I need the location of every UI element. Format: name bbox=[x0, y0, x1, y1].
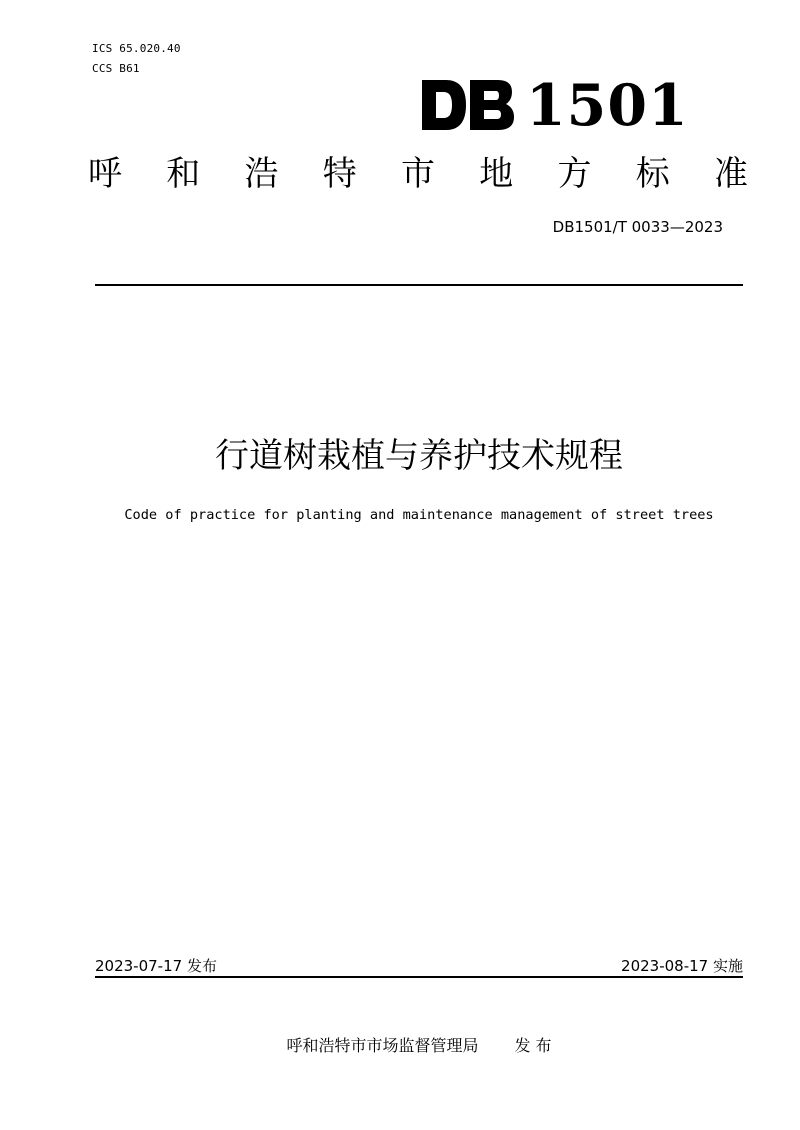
header-divider bbox=[95, 284, 743, 286]
standard-type-char: 浩 bbox=[244, 154, 279, 194]
issue-date: 2023-07-17 发布 bbox=[95, 957, 217, 975]
document-title: 行道树栽植与养护技术规程 bbox=[215, 436, 623, 476]
footer-divider bbox=[95, 976, 743, 978]
standard-type-char: 市 bbox=[401, 154, 435, 194]
standard-number: DB1501/T 0033—2023 bbox=[552, 218, 723, 236]
document-subtitle-en: Code of practice for planting and maintenance management of street trees bbox=[124, 507, 714, 523]
standard-type-char: 地 bbox=[479, 154, 514, 194]
standard-type-char: 呼 bbox=[88, 154, 122, 194]
db-logo-number: 1501 bbox=[526, 72, 689, 139]
publisher-line bbox=[0, 1033, 800, 1056]
db-logo-mark bbox=[420, 78, 516, 132]
publisher-name: 呼和浩特市市场监督管理局 bbox=[286, 1036, 479, 1055]
standard-type-char: 特 bbox=[322, 154, 357, 194]
standard-type-char: 准 bbox=[714, 154, 748, 194]
publish-action: 发 布 bbox=[514, 1036, 552, 1055]
db-logo bbox=[420, 70, 689, 139]
ics-code: ICS 65.020.40 bbox=[92, 42, 181, 55]
standard-type-char: 和 bbox=[166, 154, 201, 194]
standard-type-char: 方 bbox=[557, 154, 592, 194]
standard-type-title bbox=[88, 152, 748, 196]
implementation-date: 2023-08-17 实施 bbox=[621, 957, 743, 975]
standard-type-char: 标 bbox=[635, 154, 670, 194]
ccs-code: CCS B61 bbox=[92, 62, 140, 75]
